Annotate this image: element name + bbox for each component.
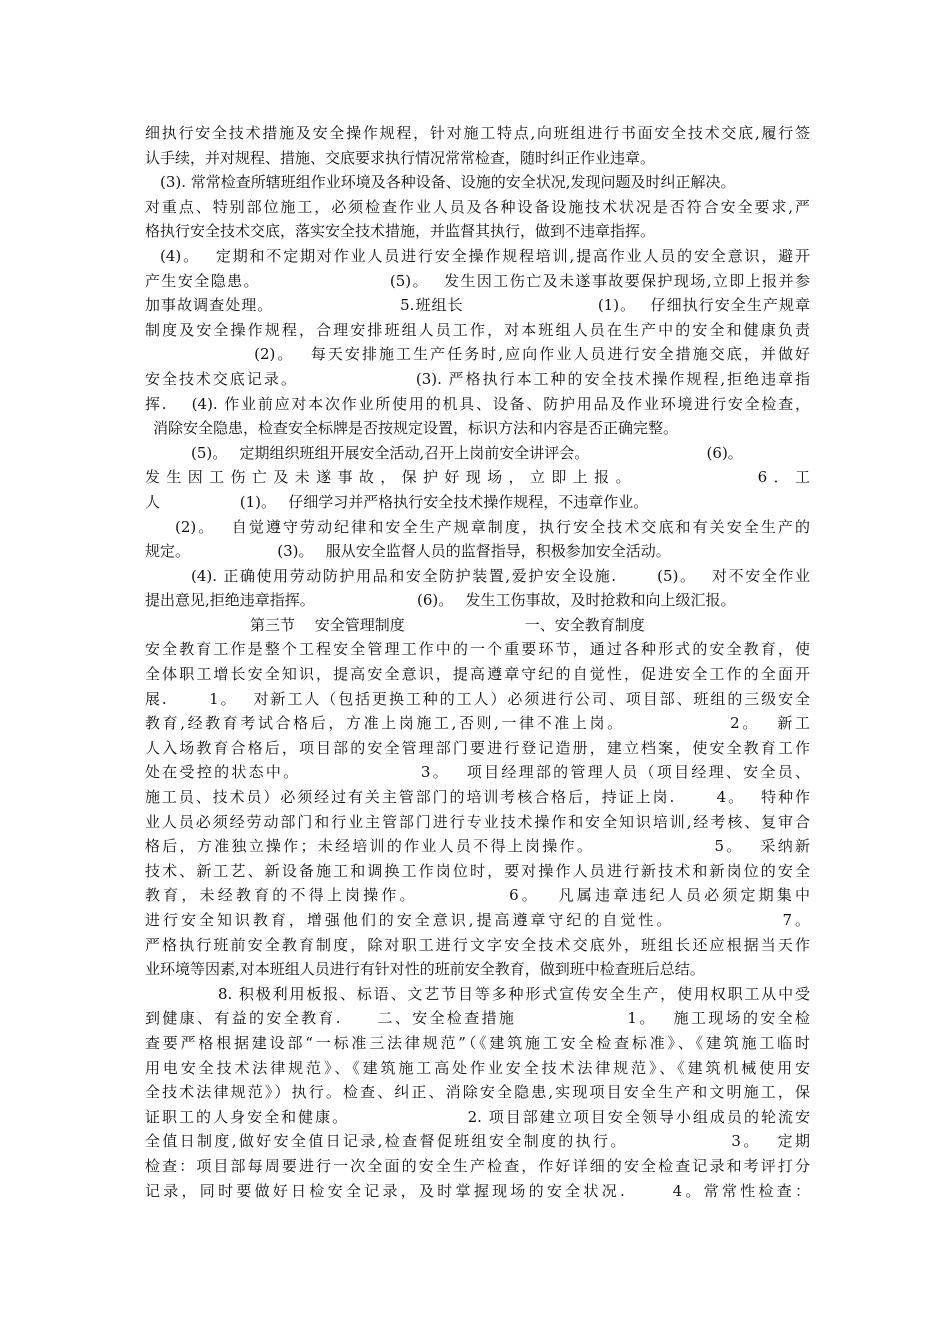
text-line: 记录，同时要做好日检安全记录，及时掌握现场的安全状况. 4。常常性检查： [145,1181,810,1200]
text-line: 进行安全知识教育，增强他们的安全意识,提高遵章守纪的自觉性。 7。 [145,911,810,929]
text-line: 挥. (4). 作业前应对本次作业所使用的机具、设备、防护用品及作业环境进行安全检查， [145,394,810,413]
text-line: 认手续，并对规程、措施、交底要求执行情况常常检查，随时纠正作业违章。 [145,148,656,167]
text-line: 消除安全隐患，检查安全标牌是否按规定设置，标识方法和内容是否正确完整。 [153,419,679,438]
text-line: 证职工的人身安全和健康。 2. 项目部建立项目安全领导小组成员的轮流安 [145,1107,810,1126]
text-line: 加事故调查处理。 5.班组长 (1)。 仔细执行安全生产规章 [145,296,810,315]
text-line: 安全教育工作是整个工程安全管理工作中的一个重要环节，通过各种形式的安全教育，使 [145,640,810,659]
text-line: 对重点、特别部位施工，必须检查作业人员及各种设备设施技术状况是否符合安全要求,严 [145,197,810,216]
text-line: (4). 正确使用劳动防护用品和安全防护装置,爱护安全设施. (5)。 对不安全作业 [191,566,810,585]
text-line: 第三节 安全管理制度 一、安全教育制度 [250,615,645,634]
text-line: 8. 积极利用板报、标语、文艺节目等多种形式宣传安全生产，使用权职工从中受 [218,984,810,1003]
document-body [145,121,810,1203]
text-line: 全体职工增长安全知识，提高安全意识，提高遵章守纪的自觉性，促进安全工作的全面开 [145,665,810,684]
text-line: (4)。 定期和不定期对作业人员进行安全操作规程培训,提高作业人员的安全意识，避开 [160,246,810,265]
text-line: 人入场教育合格后，项目部的安全管理部门要进行登记造册，建立档案，使安全教育工作 [145,738,810,757]
text-line: 产生安全隐患。 (5)。 发生因工伤亡及未遂事故要保护现场,立即上报并参 [145,271,810,290]
text-line: 严格执行班前安全教育制度，除对职工进行文字安全技术交底外，班组长还应根据当天作 [145,935,810,954]
text-line: 规定。 (3)。 服从安全监督人员的监督指导，积极参加安全活动。 [145,542,671,561]
text-line: 发生因工伤亡及未遂事故，保护好现场，立即上报。 6．工 [145,468,810,487]
text-line: 全值日制度,做好安全值日记录,检查督促班组安全制度的执行。 3。 定期 [145,1132,810,1151]
text-line: (5)。 定期组织班组开展安全活动,召开上岗前安全讲评会。 (6)。 [191,443,743,462]
text-line: 业环境等因素,对本班组人员进行有针对性的班前安全教育，做到班中检查班后总结。 [145,960,705,979]
text-line: 安全技术交底记录。 (3). 严格执行本工种的安全技术操作规程,拒绝违章指 [145,369,810,388]
text-line: 展. 1。 对新工人（包括更换工种的工人）必须进行公司、项目部、班组的三级安全 [145,689,810,708]
text-line: 提出意见,拒绝违章指挥。 (6)。 发生工伤事故，及时抢救和向上级汇报。 [145,591,736,610]
text-line: (3). 常常检查所辖班组作业环境及各种设备、设施的安全状况,发现问题及时纠正解决。 [160,173,736,192]
text-line: 教育，未经教育的不得上岗操作。 6。 凡属违章违纪人员必须定期集中 [145,886,810,905]
text-line: (2)。 每天安排施工生产任务时,应向作业人员进行安全措施交底，并做好 [145,345,810,364]
text-line: 全技术法律规范》）执行。检查、纠正、消除安全隐患,实现项目安全生产和文明施工，保 [145,1083,810,1102]
text-line: 人 (1)。 仔细学习并严格执行安全技术操作规程，不违章作业。 [145,492,649,511]
text-line: 格后，方准独立操作；未经培训的作业人员不得上岗操作。 5。 采纳新 [145,837,810,856]
text-line: 格执行安全技术交底，落实安全技术措施，并监督其执行，做到不违章指挥。 [145,222,656,241]
text-line: (2)。 自觉遵守劳动纪律和安全生产规章制度，执行安全技术交底和有关安全生产的 [175,517,810,536]
text-line: 细执行安全技术措施及安全操作规程，针对施工特点,向班组进行书面安全技术交底,履行签 [145,124,810,142]
text-line: 教育,经教育考试合格后，方准上岗施工,否则,一律不准上岗。 2。 新工 [145,714,810,733]
text-line: 业人员必须经劳动部门和行业主管部门进行专业技术操作和安全知识培训,经考核、复审合 [145,812,810,831]
text-line: 施工员、技术员）必须经过有关主管部门的培训考核合格后，持证上岗. 4。 特种作 [145,788,810,807]
text-line: 检查：项目部每周要进行一次全面的安全生产检查，作好详细的安全检查记录和考评打分 [145,1156,810,1175]
text-line: 制度及安全操作规程，合理安排班组人员工作，对本班组人员在生产中的安全和健康负责 [145,320,810,339]
text-line: 处在受控的状态中。 3。 项目经理部的管理人员（项目经理、安全员、 [145,763,810,782]
text-line: 到健康、有益的安全教育. 二、安全检查措施 1。 施工现场的安全检 [145,1009,810,1028]
text-line: 用电安全技术法律规范》、《建筑施工高处作业安全技术法律规范》、《建筑机械使用安 [145,1058,810,1077]
text-line: 技术、新工艺、新设备施工和调换工作岗位时，要对操作人员进行新技术和新岗位的安全 [145,861,810,880]
text-line: 查要严格根据建设部“一标准三法律规范”（《建筑施工安全检查标准》、《建筑施工临时 [145,1033,810,1052]
